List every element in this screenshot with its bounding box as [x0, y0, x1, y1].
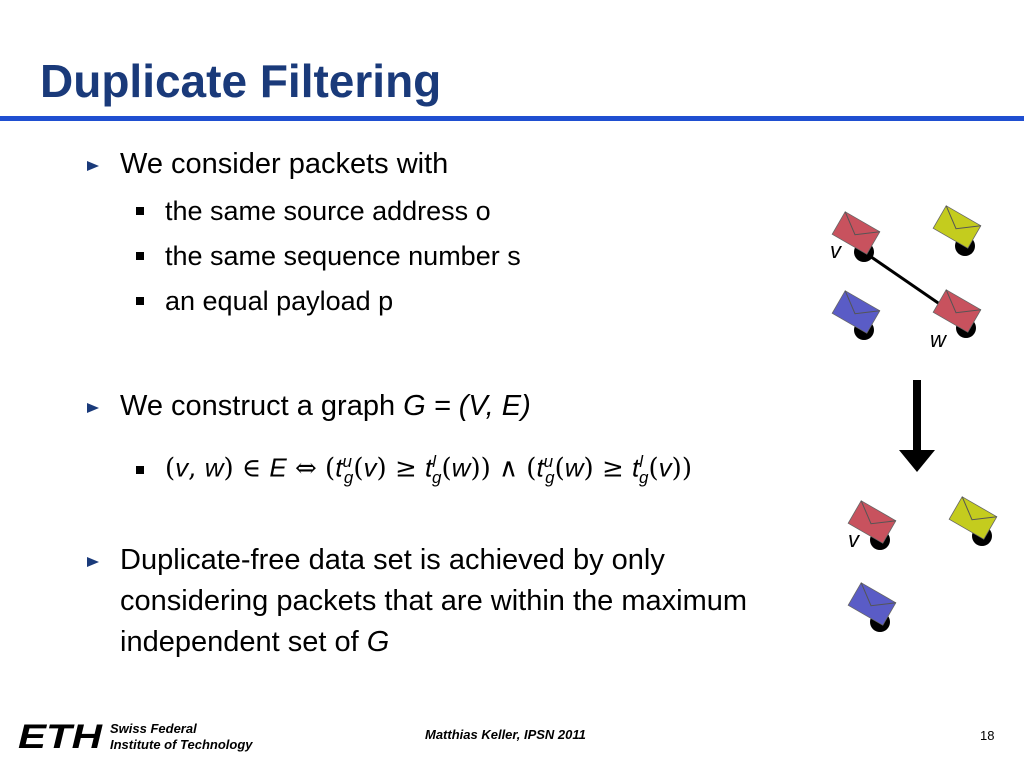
svg-text:ETH: ETH — [18, 722, 104, 750]
packet-yellow-icon — [933, 206, 981, 256]
bullet-graph — [86, 386, 531, 427]
page-number: 18 — [980, 728, 995, 743]
sub-bullet — [136, 193, 491, 229]
packet-blue-icon — [832, 291, 880, 340]
title-divider — [0, 116, 1024, 121]
bullet-independent-set — [86, 540, 766, 663]
bullet-arrow-icon — [86, 159, 100, 173]
node-label-v: v — [830, 238, 841, 263]
edge-condition-formula: (v, w) ∈ E ⇔ $(t^u_g(v) \ge t^l_g(w))$ ∧ $(t^u_g(w) \ge t^l_g(v))$ — [165, 452, 692, 487]
bullet-text: Duplicate-free data set is achieved by only considering packets that are within the maximum independent set of G — [120, 544, 748, 658]
slide-title: Duplicate Filtering — [40, 55, 442, 107]
square-bullet-icon — [136, 297, 144, 305]
sub-bullet — [136, 283, 393, 319]
node-label-v-filtered: v — [848, 527, 859, 552]
node-label-w: w — [930, 327, 946, 352]
bullet-text: We consider packets with — [120, 148, 449, 180]
bullet-arrow-icon — [86, 401, 100, 415]
bullet-text: We construct a graph G = (V, E) — [120, 390, 531, 422]
bullet-arrow-icon — [86, 555, 100, 569]
packet-yellow-filtered-icon — [949, 497, 997, 546]
sub-bullet-text: the same sequence number s — [165, 241, 521, 271]
sub-bullet-text: the same source address o — [165, 196, 491, 226]
eth-logo — [18, 722, 104, 750]
square-bullet-icon — [136, 252, 144, 260]
sub-bullet-text: an equal payload p — [165, 286, 394, 316]
square-bullet-icon — [136, 466, 144, 474]
institution-name: Swiss Federal Institute of Technology — [110, 721, 253, 752]
sub-bullet — [136, 238, 521, 274]
sub-bullet-formula — [136, 444, 692, 496]
duplicate-graph-illustration — [820, 200, 1020, 650]
arrow-down-icon — [899, 380, 935, 472]
packet-blue-filtered-icon — [848, 583, 896, 632]
footer-author: Matthias Keller, IPSN 2011 — [425, 727, 586, 742]
square-bullet-icon — [136, 207, 144, 215]
bullet-packets — [86, 144, 448, 185]
